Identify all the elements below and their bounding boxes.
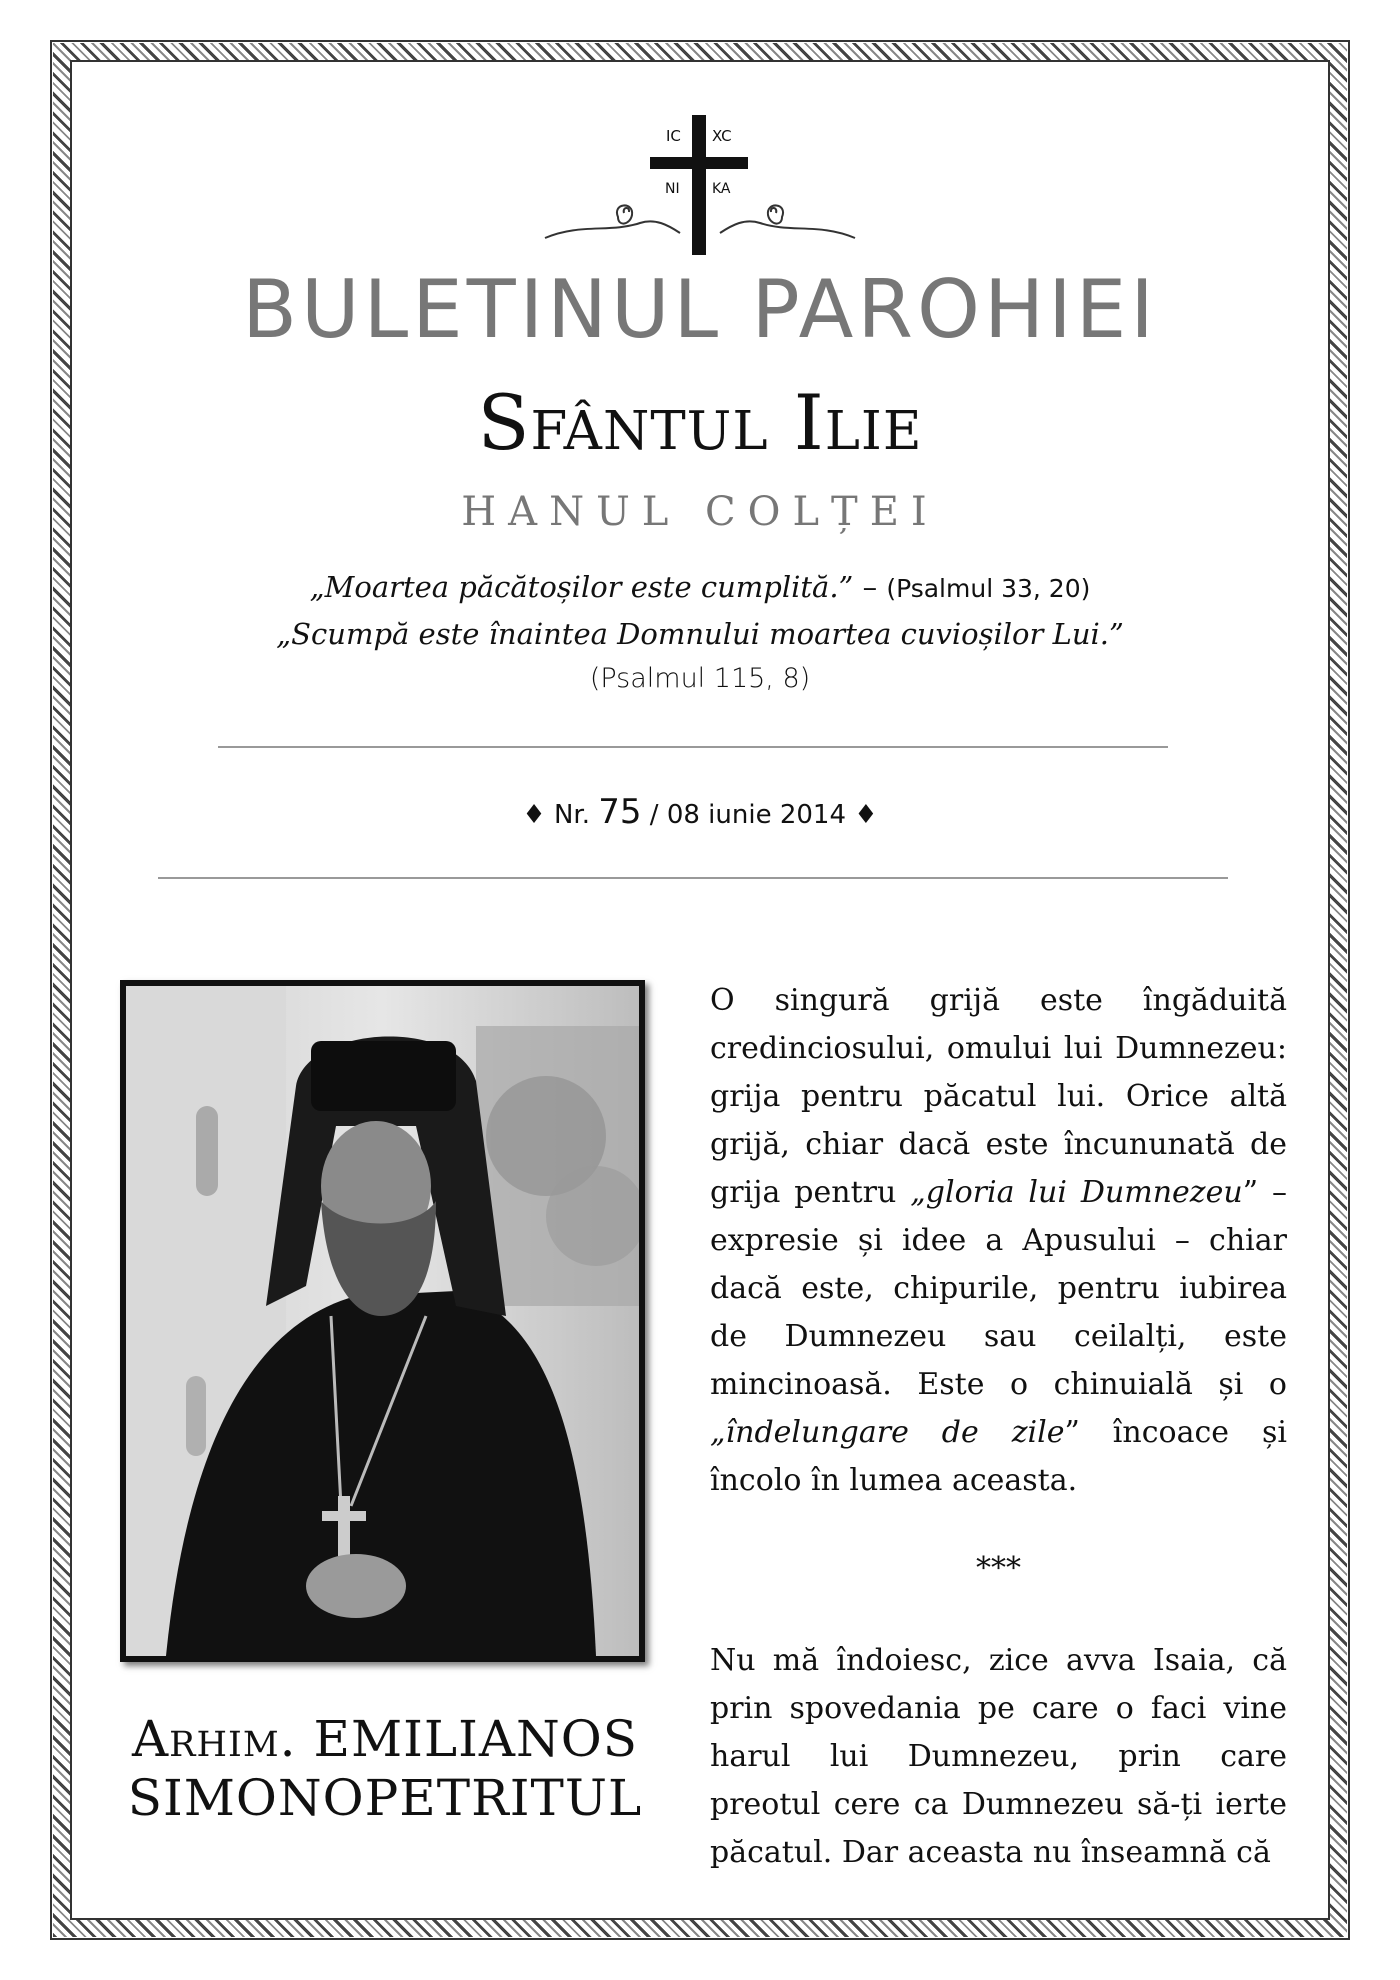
article-p1-italic-1: „gloria lui Dumnezeu <box>910 1175 1243 1210</box>
emblem-ni: NI <box>665 181 680 197</box>
issue-prefix: ♦ Nr. <box>522 800 599 830</box>
article-p1-part-a: O singură grijă este îngăduită credinciosului, omului lui Dumnezeu: grija pentru păcatul lui. Orice altă grijă, chiar dacă este încununată de grija pentru <box>710 983 1287 1210</box>
psalm-quote-1-ref: (Psalmul 33, 20) <box>886 574 1091 603</box>
emblem-xc: XC <box>712 127 732 145</box>
caption-title: Arhim. <box>132 1710 314 1768</box>
article-p1-part-c: ” încoace și încolo în lumea aceasta. <box>710 1415 1287 1498</box>
divider-bottom <box>158 877 1228 879</box>
portrait-photo <box>120 980 645 1662</box>
issue-number: 75 <box>598 792 642 832</box>
parish-saint-name: Sfântul Ilie <box>477 378 923 467</box>
article-paragraph-1 <box>710 977 1287 1505</box>
psalm-quote-2-ref: (Psalmul 115, 8) <box>589 663 811 694</box>
emblem-ic: IC <box>666 127 681 145</box>
psalm-quote-2 <box>0 617 1400 652</box>
issue-date: / 08 iunie 2014 ♦ <box>641 800 878 830</box>
left-flourish <box>545 205 680 238</box>
psalm-quote-1-text: „Moartea păcătoșilor este cumplită.” <box>309 570 854 604</box>
article-paragraph-2: Nu mă îndoiesc, zice avva Isaia, că prin spovedania pe care o faci vine harul lui Dumnezeu, prin care preotul cere ca Dumnezeu să-ți ierte păcatul. Dar aceasta nu înseamnă că <box>710 1643 1287 1870</box>
article-body <box>710 977 1287 1877</box>
caption-name: EMILIANOS <box>313 1710 638 1768</box>
psalm-quote-2-text: „Scumpă este înaintea Domnului moartea cuvioșilor Lui.” <box>276 617 1124 651</box>
article-p1-part-b: ” – expresie și idee a Apusului – chiar dacă este, chipurile, pentru iubirea de Dumnezeu sau ceilalți, este mincinoasă. Este o chinuială și o <box>710 1175 1287 1402</box>
parish-location: HANUL COLȚEI <box>461 489 939 535</box>
portrait-caption <box>100 1710 670 1828</box>
bulletin-title: BULETINUL PAROHIEI <box>242 263 1158 356</box>
caption-line-2: SIMONOPETRITUL <box>127 1769 643 1827</box>
caption-line-1 <box>100 1710 670 1769</box>
article-p1-italic-2: „îndelungare de zile <box>710 1415 1065 1450</box>
issue-line <box>0 792 1400 833</box>
emblem-ka: KA <box>712 181 731 197</box>
psalm-quote-1 <box>0 570 1400 605</box>
orthodox-cross-icon <box>540 105 860 265</box>
right-flourish <box>720 205 855 238</box>
divider-top <box>218 746 1168 748</box>
psalm-quote-1-dash: – <box>853 570 887 604</box>
section-separator: *** <box>976 1551 1021 1586</box>
